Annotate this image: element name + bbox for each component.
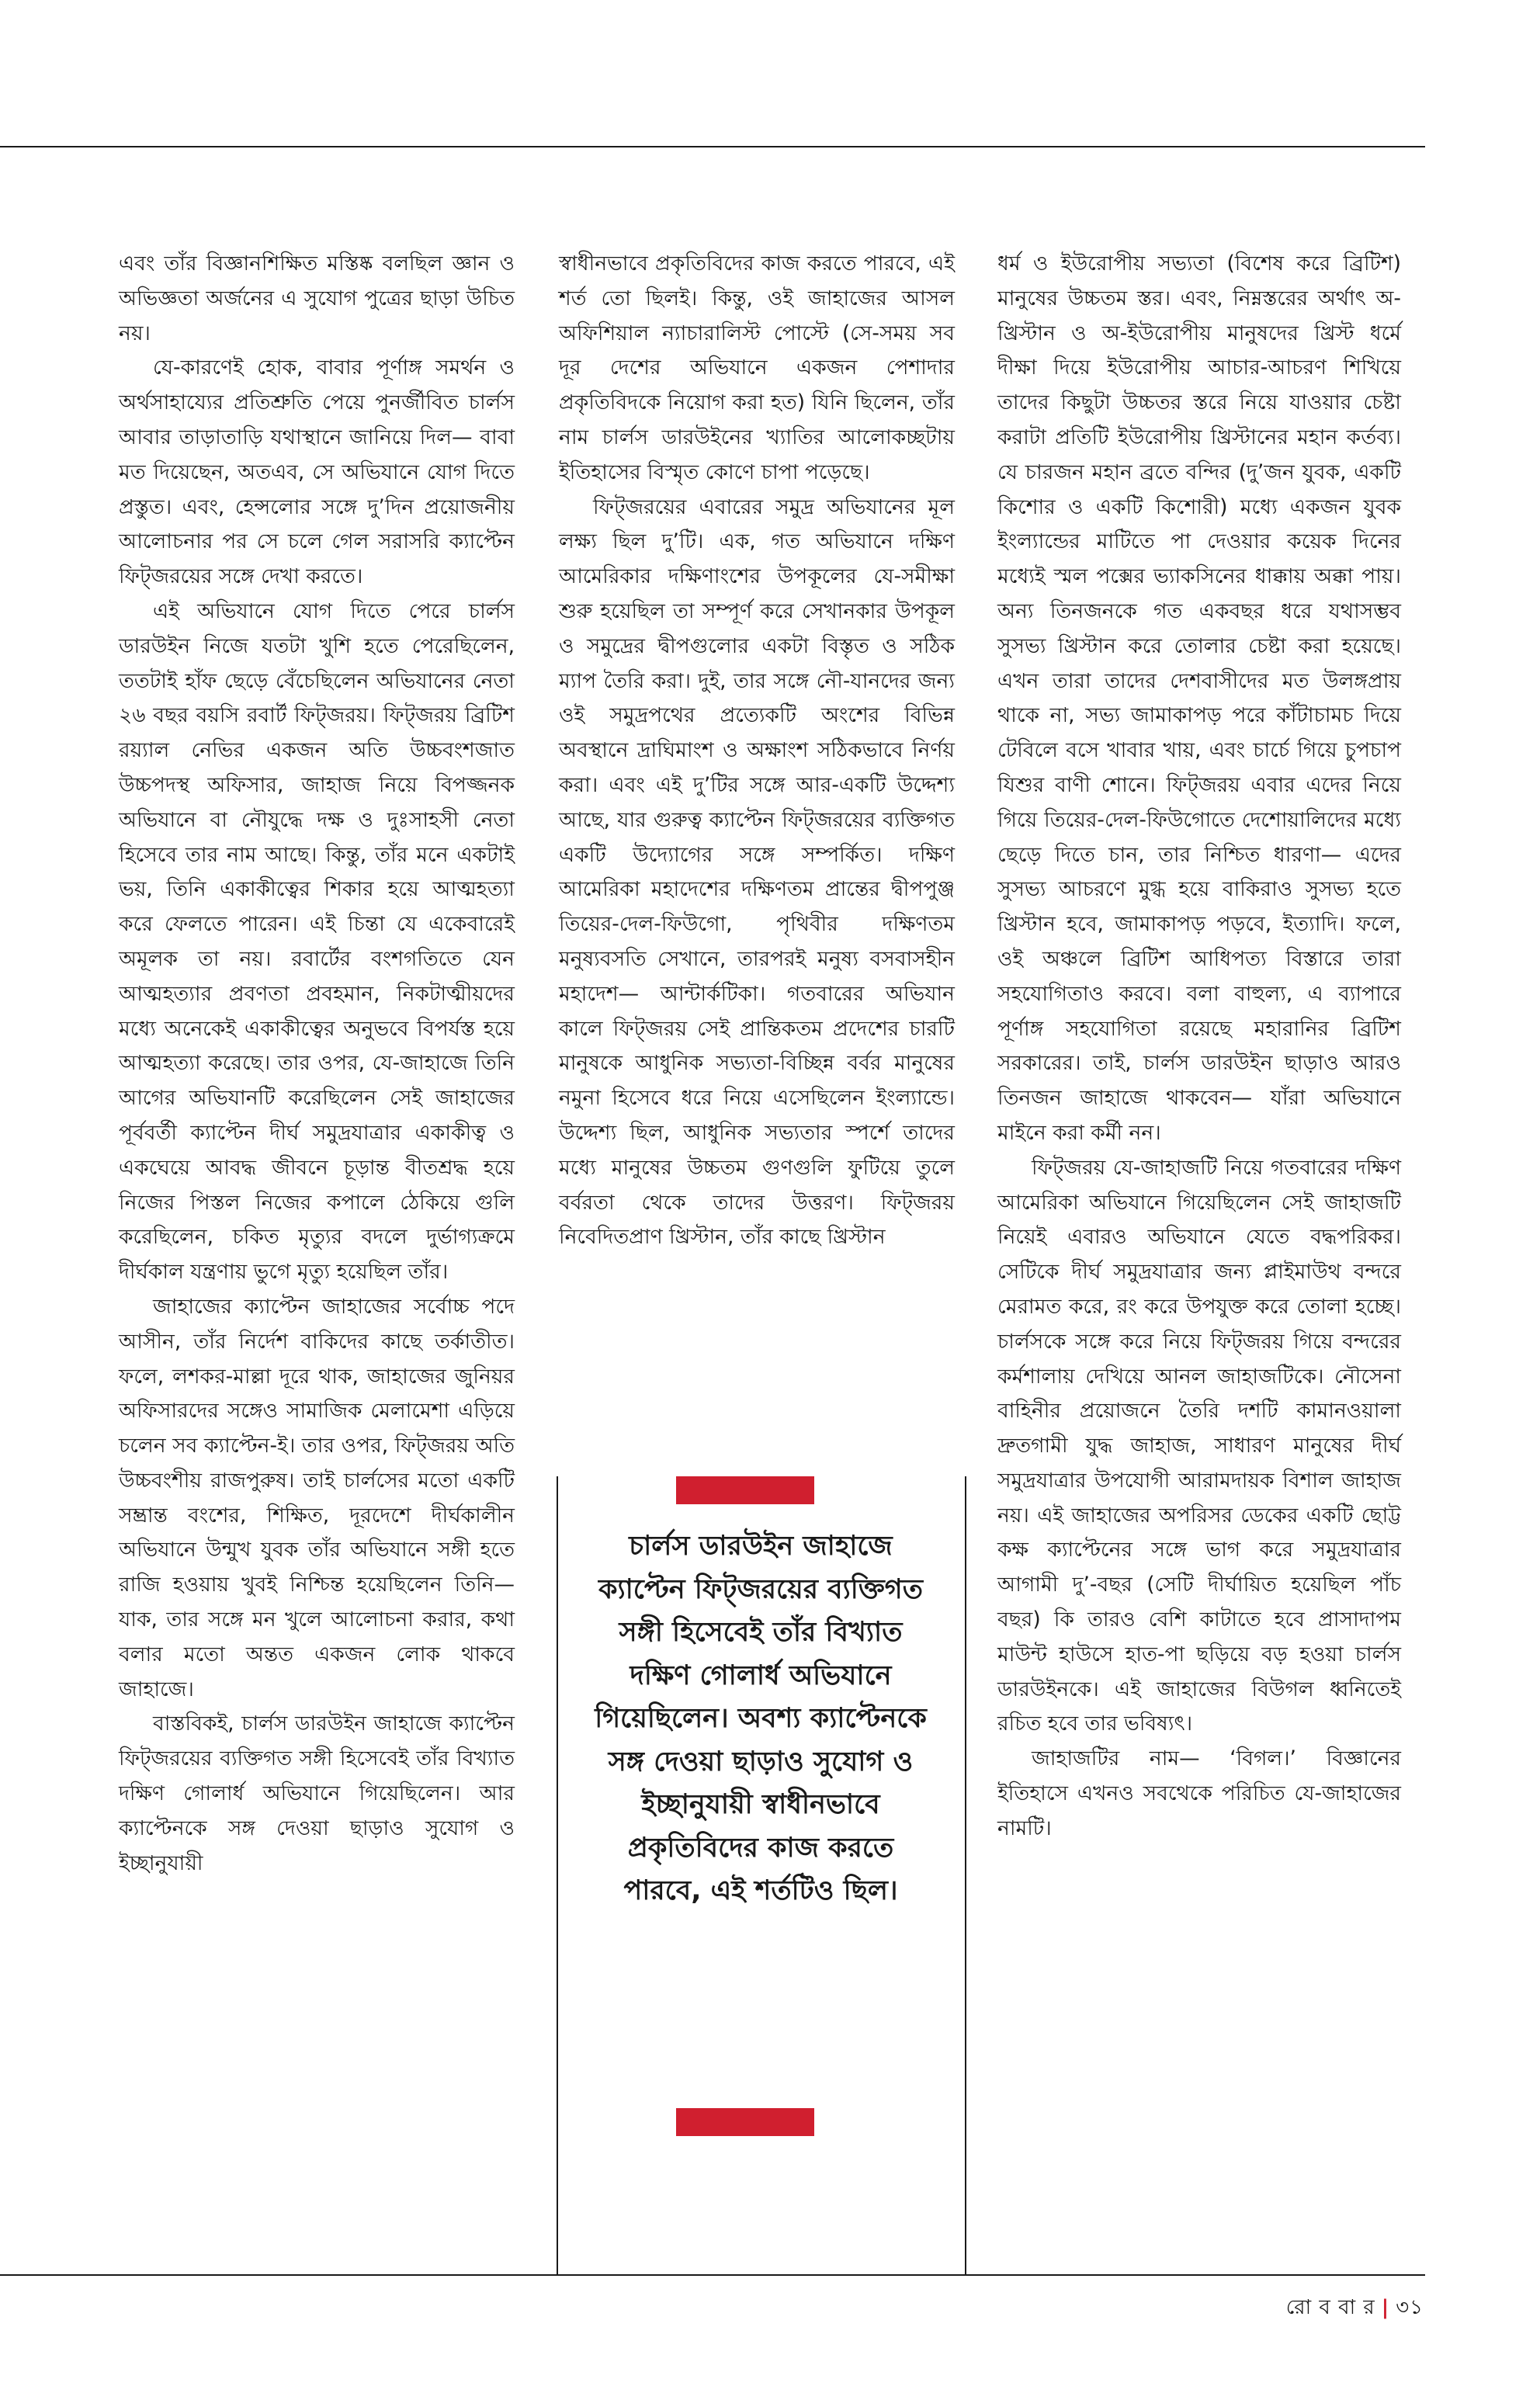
paragraph: যে-কারণেই হোক, বাবার পূর্ণাঙ্গ সমর্থন ও অর্থসাহায্যের প্রতিশ্রুতি পেয়ে পুনর্জীবিত চার্লস আবার তাড়াতাড়ি যথাস্থানে জানিয়ে দিল— বাবা মত দিয়েছেন, অতএব, সে অভিযানে যোগ দিতে প্রস্তুত। এবং, হেন্সলোর সঙ্গে দু’দিন প্রয়োজনীয় আলোচনার পর সে চলে গেল সরাসরি ক্যাপ্টেন ফিট্‌জরয়ের সঙ্গে দেখা করতে। <box>119 355 515 589</box>
paragraph: ফিট্‌জরয় যে-জাহাজটি নিয়ে গতবারের দক্ষিণ আমেরিকা অভিযানে গিয়েছিলেন সেই জাহাজটি নিয়েই এবারও অভিযানে যেতে বদ্ধপরিকর। সেটিকে দীর্ঘ সমুদ্রযাত্রার জন্য প্লাইমাউথ বন্দরে মেরামত করে, রং করে উপযুক্ত করে তোলা হচ্ছে। চার্লসকে সঙ্গে করে নিয়ে ফিট্‌জরয় গিয়ে বন্দরের কর্মশালায় দেখিয়ে আনল জাহাজটিকে। নৌসেনা বাহিনীর প্রয়োজনে তৈরি দশটি কামানওয়ালা দ্রুতগামী যুদ্ধ জাহাজ, সাধারণ মানুষের দীর্ঘ সমুদ্রযাত্রার উপযোগী আরামদায়ক বিশাল জাহাজ নয়। এই জাহাজের অপরিসর ডেকের একটি ছোট্ট কক্ষ ক্যাপ্টেনের সঙ্গে ভাগ করে সমুদ্রযাত্রার আগামী দু’-বছর (সেটি দীর্ঘায়িত হয়েছিল পাঁচ বছর) কি তারও বেশি কাটাতে হবে প্রাসাদাপম মাউন্ট হাউসে হাত-পা ছড়িয়ে বড় হওয়া চার্লস ডারউইনকে। এই জাহাজের বিউগল ধ্বনিতেই রচিত হবে তার ভবিষ্যৎ। <box>997 1155 1401 1736</box>
page-number: ৩১ <box>1396 2296 1424 2319</box>
text-column-2 <box>559 247 955 1255</box>
pull-quote-top-bar <box>676 1476 814 1504</box>
footer-separator: | <box>1381 2296 1390 2319</box>
paragraph: স্বাধীনভাবে প্রকৃতিবিদের কাজ করতে পারবে, এই শর্ত তো ছিলই। কিন্তু, ওই জাহাজের আসল অফিশিয়াল ন্যাচারালিস্ট পোস্টে (সে-সময় সব দূর দেশের অভিযানে একজন পেশাদার প্রকৃতিবিদকে নিয়োগ করা হত) যিনি ছিলেন, তাঁর নাম চার্লস ডারউইনের খ্যাতির আলোকচ্ছটায় ইতিহাসের বিস্মৃত কোণে চাপা পড়েছে। <box>559 251 955 484</box>
header-rule <box>0 146 1425 147</box>
paragraph: বাস্তবিকই, চার্লস ডারউইন জাহাজে ক্যাপ্টেন ফিট্‌জরয়ের ব্যক্তিগত সঙ্গী হিসেবেই তাঁর বিখ্যাত দক্ষিণ গোলার্ধ অভিযানে গিয়েছিলেন। আর ক্যাপ্টেনকে সঙ্গ দেওয়া ছাড়াও সুযোগ ও ইচ্ছানুযায়ী <box>119 1712 515 1875</box>
paragraph: ধর্ম ও ইউরোপীয় সভ্যতা (বিশেষ করে ব্রিটিশ) মানুষের উচ্চতম স্তর। এবং, নিম্নস্তরের অর্থাৎ অ-খ্রিস্টান ও অ-ইউরোপীয় মানুষদের খ্রিস্ট ধর্মে দীক্ষা দিয়ে ইউরোপীয় আচার-আচরণ শিখিয়ে তাদের কিছুটা উচ্চতর স্তরে নিয়ে যাওয়ার চেষ্টা করাটা প্রতিটি ইউরোপীয় খ্রিস্টানের মহান কর্তব্য। যে চারজন মহান ব্রতে বন্দির (দু’জন যুবক, একটি কিশোর ও একটি কিশোরী) মধ্যে একজন যুবক ইংল্যান্ডের মাটিতে পা দেওয়ার কয়েক দিনের মধ্যেই স্মল পক্সের ভ্যাকসিনের ধাক্কায় অক্কা পায়। অন্য তিনজনকে গত একবছর ধরে যথাসম্ভব সুসভ্য খ্রিস্টান করে তোলার চেষ্টা করা হয়েছে। এখন তারা তাদের দেশবাসীদের মত উলঙ্গপ্রায় থাকে না, সভ্য জামাকাপড় পরে কাঁটাচামচ দিয়ে টেবিলে বসে খাবার খায়, এবং চার্চে গিয়ে চুপচাপ যিশুর বাণী শোনে। ফিট্‌জরয় এবার এদের নিয়ে গিয়ে তিয়ের-দেল-ফিউগোতে দেশোয়ালিদের মধ্যে ছেড়ে দিতে চান, তার নিশ্চিত ধারণা— এদের সুসভ্য আচরণে মুগ্ধ হয়ে বাকিরাও সুসভ্য হতে খ্রিস্টান হবে, জামাকাপড় পড়বে, ইত্যাদি। ফলে, ওই অঞ্চলে ব্রিটিশ আধিপত্য বিস্তারে তারা সহযোগিতাও করবে। বলা বাহুল্য, এ ব্যাপারে পূর্ণাঙ্গ সহযোগিতা রয়েছে মহারানির ব্রিটিশ সরকারের। তাই, চার্লস ডারউইন ছাড়াও আরও তিনজন জাহাজে থাকবেন— যাঁরা অভিযানে মাইনে করা কর্মী নন। <box>997 251 1401 1145</box>
footer-rule <box>0 2274 1425 2276</box>
text-column-1 <box>119 247 515 1881</box>
column-divider-right <box>965 1476 966 2276</box>
paragraph: এবং তাঁর বিজ্ঞানশিক্ষিত মস্তিষ্ক বলছিল জ্ঞান ও অভিজ্ঞতা অর্জনের এ সুযোগ পুত্রের ছাড়া উচিত নয়। <box>119 251 515 345</box>
paragraph: এই অভিযানে যোগ দিতে পেরে চার্লস ডারউইন নিজে যতটা খুশি হতে পেরেছিলেন, ততটাই হাঁফ ছেড়ে বেঁচেছিলেন অভিযানের নেতা ২৬ বছর বয়সি রবার্ট ফিট্‌জরয়। ফিট্‌জরয় ব্রিটিশ রয়্যাল নেভির একজন অতি উচ্চবংশজাত উচ্চপদস্থ অফিসার, জাহাজ নিয়ে বিপজ্জনক অভিযানে বা নৌযুদ্ধে দক্ষ ও দুঃসাহসী নেতা হিসেবে তার নাম আছে। কিন্তু, তাঁর মনে একটাই ভয়, তিনি একাকীত্বের শিকার হয়ে আত্মহত্যা করে ফেলতে পারেন। এই চিন্তা যে একেবারেই অমূলক তা নয়। রবার্টের বংশগতিতে যেন আত্মহত্যার প্রবণতা প্রবহমান, নিকটাত্মীয়দের মধ্যে অনেকেই একাকীত্বের অনুভবে বিপর্যস্ত হয়ে আত্মহত্যা করেছে। তার ওপর, যে-জাহাজে তিনি আগের অভিযানটি করেছিলেন সেই জাহাজের পূর্ববর্তী ক্যাপ্টেন দীর্ঘ সমুদ্রযাত্রার একাকীত্ব ও একঘেয়ে আবদ্ধ জীবনে চূড়ান্ত বীতশ্রদ্ধ হয়ে নিজের পিস্তল নিজের কপালে ঠেকিয়ে গুলি করেছিলেন, চকিত মৃত্যুর বদলে দুর্ভাগ্যক্রমে দীর্ঘকাল যন্ত্রণায় ভুগে মৃত্যু হয়েছিল তাঁর। <box>119 598 515 1285</box>
pull-quote: চার্লস ডারউইন জাহাজে ক্যাপ্টেন ফিট্‌জরয়ের ব্যক্তিগত সঙ্গী হিসেবেই তাঁর বিখ্যাত দক্ষিণ গোলার্ধ অভিযানে গিয়েছিলেন। অবশ্য ক্যাপ্টেনকে সঙ্গ দেওয়া ছাড়াও সুযোগ ও ইচ্ছানুযায়ী স্বাধীনভাবে প্রকৃতিবিদের কাজ করতে পারবে, এই শর্তটিও ছিল। <box>595 1531 927 1906</box>
page-footer <box>1286 2291 1424 2325</box>
text-column-3 <box>997 247 1401 1847</box>
paragraph: জাহাজটির নাম— ‘বিগল।’ বিজ্ঞানের ইতিহাসে এখনও সবথেকে পরিচিত যে-জাহাজের নামটি। <box>997 1746 1401 1840</box>
paragraph: ফিট্‌জরয়ের এবারের সমুদ্র অভিযানের মূল লক্ষ্য ছিল দু’টি। এক, গত অভিযানে দক্ষিণ আমেরিকার দক্ষিণাংশের উপকূলের যে-সমীক্ষা শুরু হয়েছিল তা সম্পূর্ণ করে সেখানকার উপকূল ও সমুদ্রের দ্বীপগুলোর একটা বিস্তৃত ও সঠিক ম্যাপ তৈরি করা। দুই, তার সঙ্গে নৌ-যানদের জন্য ওই সমুদ্রপথের প্রত্যেকটি অংশের বিভিন্ন অবস্থানে দ্রাঘিমাংশ ও অক্ষাংশ সঠিকভাবে নির্ণয় করা। এবং এই দু’টির সঙ্গে আর-একটি উদ্দেশ্য আছে, যার গুরুত্ব ক্যাপ্টেন ফিট্‌জরয়ের ব্যক্তিগত একটি উদ্যোগের সঙ্গে সম্পর্কিত। দক্ষিণ আমেরিকা মহাদেশের দক্ষিণতম প্রান্তের দ্বীপপুঞ্জ তিয়ের-দেল-ফিউগো, পৃথিবীর দক্ষিণতম মনুষ্যবসতি সেখানে, তারপরই মনুষ্য বসবাসহীন মহাদেশ— আন্টার্কটিকা। গতবারের অভিযান কালে ফিট্‌জরয় সেই প্রান্তিকতম প্রদেশের চারটি মানুষকে আধুনিক সভ্যতা-বিচ্ছিন্ন বর্বর মানুষের নমুনা হিসেবে ধরে নিয়ে এসেছিলেন ইংল্যান্ডে। উদ্দেশ্য ছিল, আধুনিক সভ্যতার স্পর্শে তাদের মধ্যে মানুষের উচ্চতম গুণগুলি ফুটিয়ে তুলে বর্বরতা থেকে তাদের উত্তরণ। ফিট্‌জরয় নিবেদিতপ্রাণ খ্রিস্টান, তাঁর কাছে খ্রিস্টান <box>559 494 955 1250</box>
column-divider-left <box>557 1476 558 2276</box>
magazine-name: রো ব বা র <box>1285 2296 1375 2319</box>
pull-quote-bottom-bar <box>676 2108 814 2136</box>
paragraph: জাহাজের ক্যাপ্টেন জাহাজের সর্বোচ্চ পদে আসীন, তাঁর নির্দেশ বাকিদের কাছে তর্কাতীত। ফলে, লশকর-মাল্লা দূরে থাক, জাহাজের জুনিয়র অফিসারদের সঙ্গেও সামাজিক মেলামেশা এড়িয়ে চলেন সব ক্যাপ্টেন-ই। তার ওপর, ফিট্‌জরয় অতি উচ্চবংশীয় রাজপুরুষ। তাই চার্লসের মতো একটি সম্ভ্রান্ত বংশের, শিক্ষিত, দূরদেশে দীর্ঘকালীন অভিযানে উন্মুখ যুবক তাঁর অভিযানে সঙ্গী হতে রাজি হওয়ায় খুবই নিশ্চিন্ত হয়েছিলেন তিনি— যাক, তার সঙ্গে মন খুলে আলোচনা করার, কথা বলার মতো অন্তত একজন লোক থাকবে জাহাজে। <box>119 1294 515 1701</box>
